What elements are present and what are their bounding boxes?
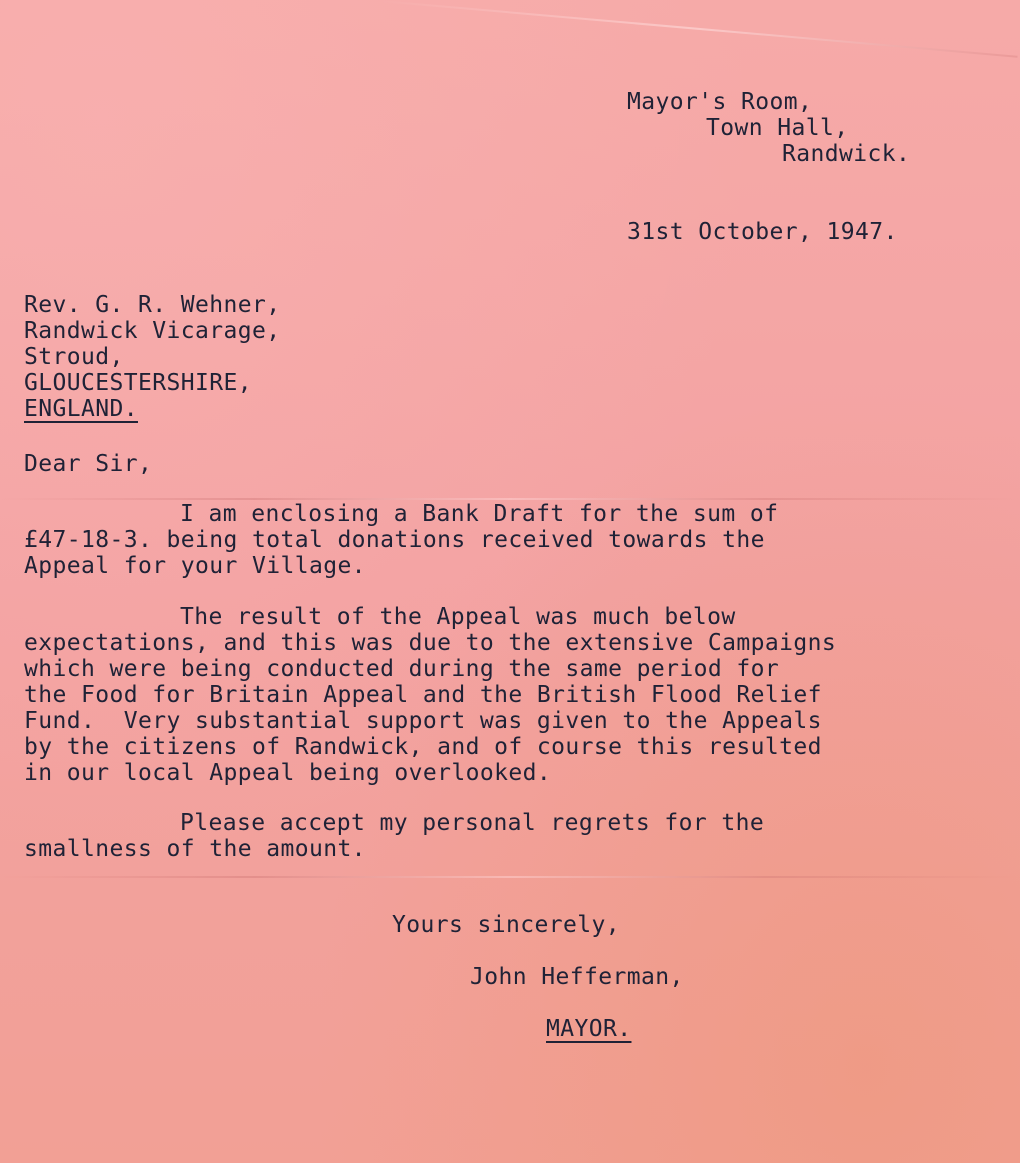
signatory-name: John Hefferman, bbox=[470, 964, 684, 990]
paragraph-1-line: I am enclosing a Bank Draft for the sum of bbox=[180, 501, 779, 527]
paragraph-1-line: Appeal for your Village. bbox=[24, 553, 366, 579]
recipient-line: Stroud, bbox=[24, 344, 124, 370]
paragraph-2-line: the Food for Britain Appeal and the British Flood Relief bbox=[24, 682, 822, 708]
signatory-title: MAYOR. bbox=[546, 1016, 632, 1042]
paragraph-2-line: in our local Appeal being overlooked. bbox=[24, 760, 552, 786]
recipient-line: Rev. G. R. Wehner, bbox=[24, 292, 281, 318]
paragraph-2-line: expectations, and this was due to the extensive Campaigns bbox=[24, 630, 837, 656]
sender-line: Randwick. bbox=[782, 141, 911, 167]
closing: Yours sincerely, bbox=[392, 912, 620, 938]
paragraph-3-line: Please accept my personal regrets for the bbox=[180, 810, 765, 836]
recipient-line: GLOUCESTERSHIRE, bbox=[24, 370, 252, 396]
paper-crease bbox=[380, 0, 1018, 58]
paper-fold-line bbox=[0, 876, 1020, 878]
salutation: Dear Sir, bbox=[24, 451, 153, 477]
paragraph-1-line: £47-18-3. being total donations received towards the bbox=[24, 527, 765, 553]
recipient-country: ENGLAND. bbox=[24, 396, 138, 422]
sender-line: Mayor's Room, bbox=[627, 89, 813, 115]
recipient-line: Randwick Vicarage, bbox=[24, 318, 281, 344]
paper-fold-line bbox=[0, 498, 1020, 500]
sender-line: Town Hall, bbox=[706, 115, 849, 141]
paragraph-2-line: Fund. Very substantial support was given to the Appeals bbox=[24, 708, 822, 734]
paragraph-2-line: The result of the Appeal was much below bbox=[180, 604, 736, 630]
paragraph-2-line: by the citizens of Randwick, and of course this resulted bbox=[24, 734, 822, 760]
letter-date: 31st October, 1947. bbox=[627, 219, 898, 245]
paragraph-2-line: which were being conducted during the same period for bbox=[24, 656, 780, 682]
paragraph-3-line: smallness of the amount. bbox=[24, 836, 366, 862]
